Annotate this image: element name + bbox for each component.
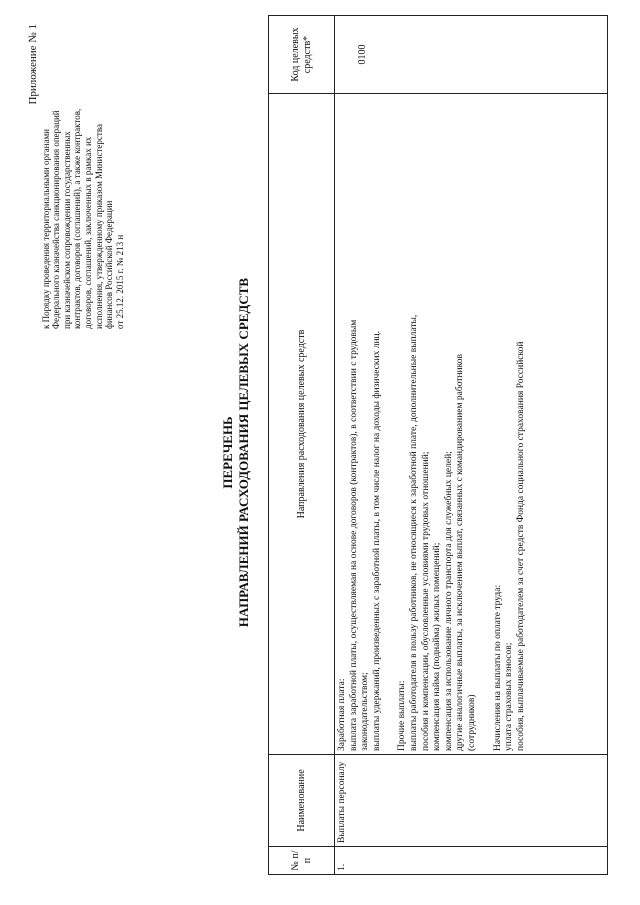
appendix-line: от 25.12. 2015 г. № 213 н: [114, 234, 125, 329]
text-line: законодательством;: [360, 672, 371, 751]
heading-title: ПЕРЕЧЕНЬ: [220, 416, 235, 489]
document-heading: [220, 0, 252, 905]
text-line: выплата заработной платы, осуществляемая на основе договоров (контрактов), в соответствии с трудовым: [348, 319, 359, 751]
text-line: пособия, выплачиваемые работодателем за счет средств Фонда социального страхования Российской: [515, 341, 526, 751]
text-line: Начисления на выплаты по оплате труда:: [492, 584, 503, 751]
directions-block-salary: [337, 97, 383, 751]
row-directions: [335, 94, 608, 755]
appendix-line: исполнения, утвержденному приказом Министерства: [93, 124, 104, 329]
text-line: Заработная плата:: [337, 678, 347, 751]
text-line: Прочие выплаты:: [397, 680, 408, 751]
text-line: пособия и компенсации, обусловленные условиями трудовых отношений;: [420, 451, 431, 751]
directions-block-contributions: [493, 97, 528, 751]
text-line: другие аналогичные выплаты, за исключением выплат, связанных с командированием работников: [455, 353, 466, 751]
text-line: (сотрудников): [466, 694, 477, 751]
table-header-row: [269, 16, 335, 875]
header-num: № п/п: [269, 847, 335, 875]
appendix-title: Приложение № 1: [27, 24, 39, 105]
header-directions: Направления расходования целевых средств: [269, 94, 335, 755]
header-name: Наименование: [269, 755, 335, 847]
directions-block-other: [397, 97, 478, 751]
appendix-line: финансов Российской Федерации: [104, 200, 115, 329]
row-num: 1.: [335, 847, 608, 875]
directions-table: [268, 15, 608, 875]
text-line: выплаты работодателя в пользу работников, не относящиеся к заработной плате, дополнительные выплаты,: [408, 314, 419, 751]
text-line: компенсация за использование личного транспорта для служебных целей;: [443, 451, 454, 751]
heading-subtitle: НАПРАВЛЕНИЙ РАСХОДОВАНИЯ ЦЕЛЕВЫХ СРЕДСТВ: [236, 277, 251, 628]
appendix-block: [28, 24, 125, 329]
row-name: Выплаты персоналу: [335, 755, 608, 847]
appendix-line: контрактов, договоров (соглашений), а также контрактов,: [72, 108, 83, 329]
table-row: [335, 16, 608, 875]
appendix-line: при казначейском сопровождении государственных: [61, 131, 72, 329]
header-code: Код целевых средств*: [269, 16, 335, 94]
row-code: 0100: [335, 16, 608, 94]
text-line: выплаты удержаний, произведенных с заработной платы, в том числе налог на доходы физических лиц.: [371, 331, 382, 751]
appendix-line: к Порядку проведения территориальными органами: [40, 129, 51, 329]
appendix-line: договоров, соглашений, заключенных в рамках их: [82, 136, 93, 329]
appendix-line: Федерального казначейства санкционирования операций: [51, 110, 62, 329]
text-line: уплата страховых взносов;: [504, 642, 515, 751]
text-line: компенсация найма (поднайма) жилых помещений;: [432, 542, 443, 751]
